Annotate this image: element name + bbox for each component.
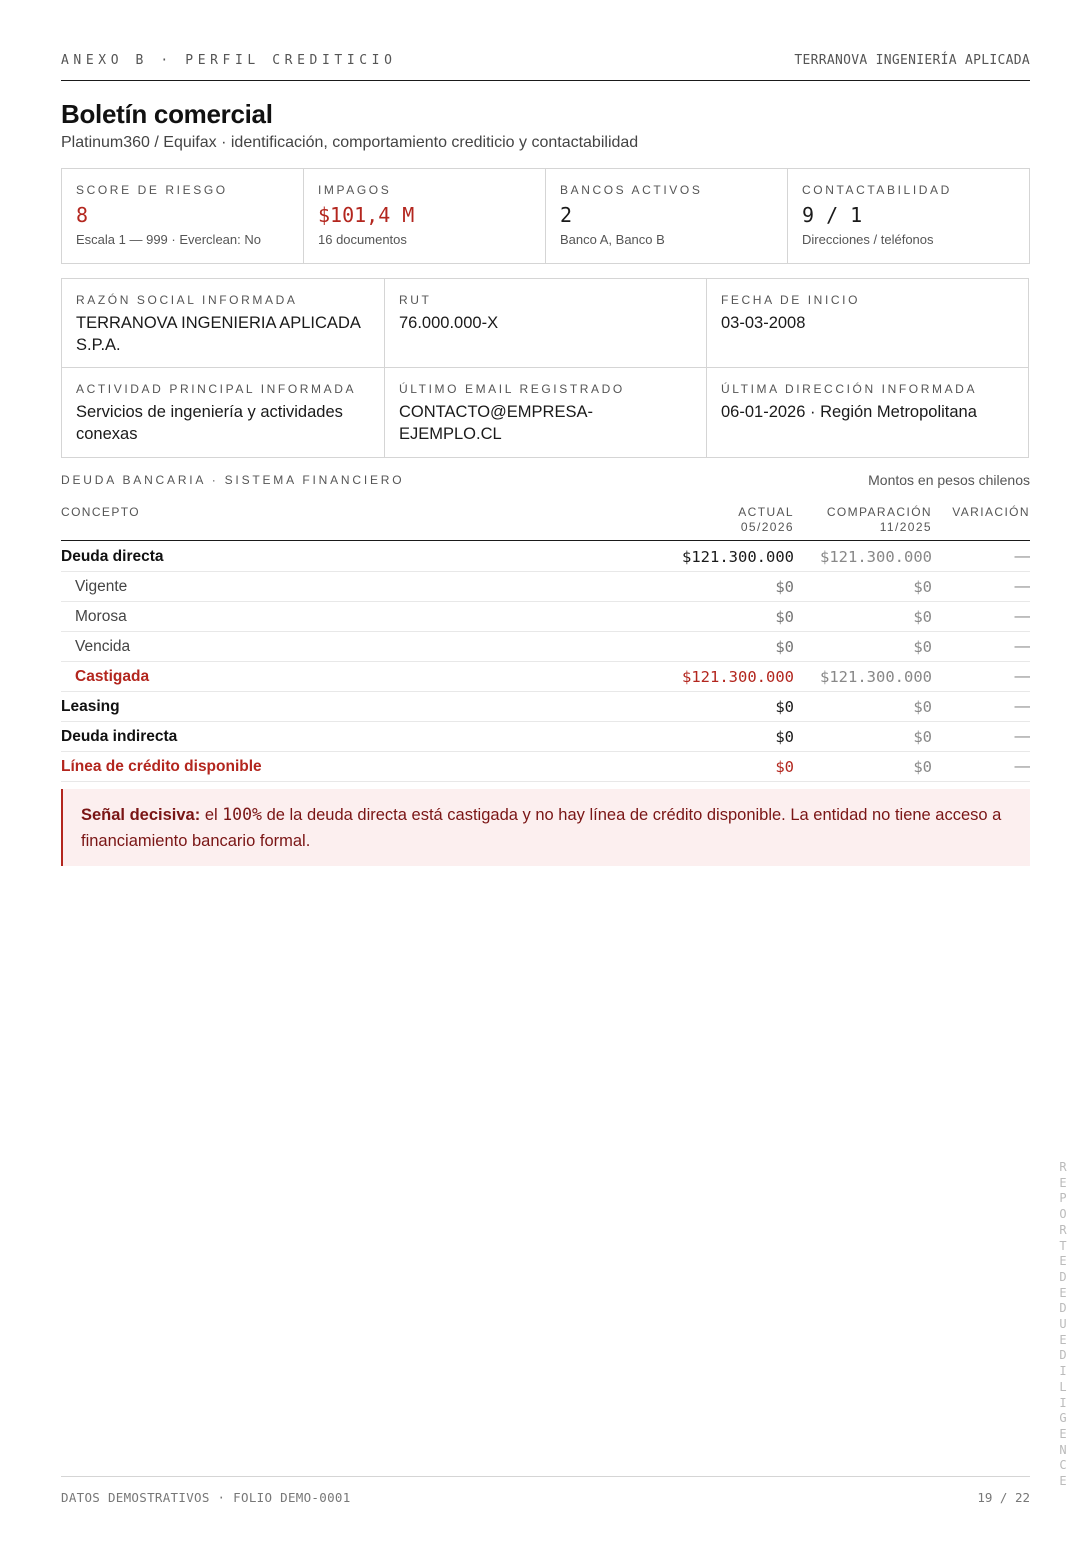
row-variation: — [1014, 638, 1030, 655]
info-fecha-inicio [707, 279, 1028, 368]
row-variation: — [1014, 758, 1030, 775]
info-label: RUT [399, 293, 432, 307]
row-actual: $121.300.000 [682, 668, 794, 686]
info-label: RAZÓN SOCIAL INFORMADA [76, 293, 298, 307]
row-comparison: $121.300.000 [820, 548, 932, 566]
row-concept: Línea de crédito disponible [61, 758, 262, 775]
row-variation: — [1014, 608, 1030, 625]
kpi-strip [61, 168, 1030, 264]
table-row [61, 632, 1030, 662]
kpi-label: IMPAGOS [318, 183, 392, 197]
kpi-contactabilidad [788, 169, 1029, 263]
info-label: FECHA DE INICIO [721, 293, 861, 307]
table-row [61, 722, 1030, 752]
kpi-label: SCORE DE RIESGO [76, 183, 228, 197]
kpi-value: 9 / 1 [802, 203, 863, 227]
info-value: Servicios de ingeniería y actividades conexas [76, 403, 343, 443]
page-footer [61, 1476, 1030, 1505]
kpi-label: CONTACTABILIDAD [802, 183, 952, 197]
row-variation: — [1014, 578, 1030, 595]
page-subtitle: Platinum360 / Equifax · identificación, comportamiento crediticio y contactabilidad [61, 134, 639, 151]
info-label: ACTIVIDAD PRINCIPAL INFORMADA [76, 382, 357, 396]
table-row [61, 662, 1030, 692]
info-email [385, 368, 707, 457]
debt-table-body [61, 542, 1030, 782]
info-value: CONTACTO@EMPRESA-EJEMPLO.CL [399, 403, 593, 443]
alert-percent: 100% [222, 805, 262, 824]
row-concept: Morosa [75, 608, 127, 625]
row-comparison: $0 [913, 578, 932, 596]
page-title: Boletín comercial [61, 99, 273, 129]
col-comparison-label: COMPARACIÓN [826, 505, 932, 519]
row-comparison: $0 [913, 728, 932, 746]
alert-lead: Señal decisiva: [81, 806, 201, 824]
info-label: ÚLTIMO EMAIL REGISTRADO [399, 382, 625, 396]
table-row [61, 602, 1030, 632]
kpi-value: 2 [560, 203, 573, 227]
alert-text-before: el [200, 806, 223, 824]
kpi-note: Escala 1 — 999 · Everclean: No [76, 232, 261, 247]
col-concept: CONCEPTO [61, 505, 140, 519]
page-header [61, 52, 1030, 81]
kpi-note: Direcciones / teléfonos [802, 232, 934, 247]
kpi-label: BANCOS ACTIVOS [560, 183, 703, 197]
col-comparison [827, 505, 932, 535]
identification-grid [61, 278, 1029, 458]
row-actual: $0 [775, 728, 794, 746]
kpi-value: 8 [76, 203, 89, 227]
col-comparison-date: 11/2025 [879, 520, 932, 534]
kpi-note: Banco A, Banco B [560, 232, 665, 247]
row-variation: — [1014, 548, 1030, 565]
row-actual: $121.300.000 [682, 548, 794, 566]
kpi-score [62, 169, 304, 263]
col-variation: VARIACIÓN [952, 505, 1030, 519]
footer-folio: DATOS DEMOSTRATIVOS · FOLIO DEMO-0001 [61, 1490, 351, 1505]
alert-text-after: de la deuda directa está castigada y no hay línea de crédito disponible. La entidad no tiene acceso a financiamiento bancario formal. [81, 806, 1002, 850]
info-value: 06-01-2026 · Región Metropolitana [721, 403, 977, 421]
table-row [61, 572, 1030, 602]
row-variation: — [1014, 728, 1030, 745]
debt-table-header [61, 504, 1030, 541]
row-comparison: $0 [913, 608, 932, 626]
row-actual: $0 [775, 758, 794, 776]
info-actividad [62, 368, 385, 457]
info-rut [385, 279, 707, 368]
row-actual: $0 [775, 698, 794, 716]
row-comparison: $0 [913, 758, 932, 776]
company-label: TERRANOVA INGENIERÍA APLICADA [794, 53, 1030, 68]
table-row [61, 752, 1030, 782]
row-concept: Deuda indirecta [61, 728, 178, 745]
decisive-signal-callout [61, 789, 1030, 866]
info-value: TERRANOVA INGENIERIA APLICADA S.P.A. [76, 314, 360, 354]
row-concept: Castigada [75, 668, 150, 685]
row-actual: $0 [775, 608, 794, 626]
page-number: 19 / 22 [977, 1490, 1030, 1505]
kpi-value: $101,4 M [318, 203, 415, 227]
row-concept: Deuda directa [61, 548, 164, 565]
info-direccion [707, 368, 1028, 457]
row-concept: Vencida [75, 638, 131, 655]
col-actual-date: 05/2026 [740, 520, 794, 534]
debt-currency-note: Montos en pesos chilenos [868, 472, 1030, 488]
row-concept: Leasing [61, 698, 120, 715]
table-row [61, 692, 1030, 722]
debt-section-title: DEUDA BANCARIA · SISTEMA FINANCIERO [61, 473, 405, 487]
row-concept: Vigente [75, 578, 128, 595]
row-variation: — [1014, 668, 1030, 685]
section-label: ANEXO B · PERFIL CREDITICIO [61, 53, 397, 68]
row-comparison: $0 [913, 638, 932, 656]
row-comparison: $0 [913, 698, 932, 716]
col-actual [738, 505, 794, 535]
row-variation: — [1014, 698, 1030, 715]
info-label: ÚLTIMA DIRECCIÓN INFORMADA [721, 382, 978, 396]
info-value: 76.000.000-X [399, 314, 499, 332]
row-comparison: $121.300.000 [820, 668, 932, 686]
kpi-bancos [546, 169, 788, 263]
row-actual: $0 [775, 638, 794, 656]
vertical-report-label: REPORTE DE DUE DILIGENCE [1059, 1160, 1067, 1489]
kpi-note: 16 documentos [318, 232, 407, 247]
info-value: 03-03-2008 [721, 314, 806, 332]
info-razon-social [62, 279, 385, 368]
row-actual: $0 [775, 578, 794, 596]
kpi-impagos [304, 169, 546, 263]
col-actual-label: ACTUAL [738, 505, 794, 519]
table-row [61, 542, 1030, 572]
